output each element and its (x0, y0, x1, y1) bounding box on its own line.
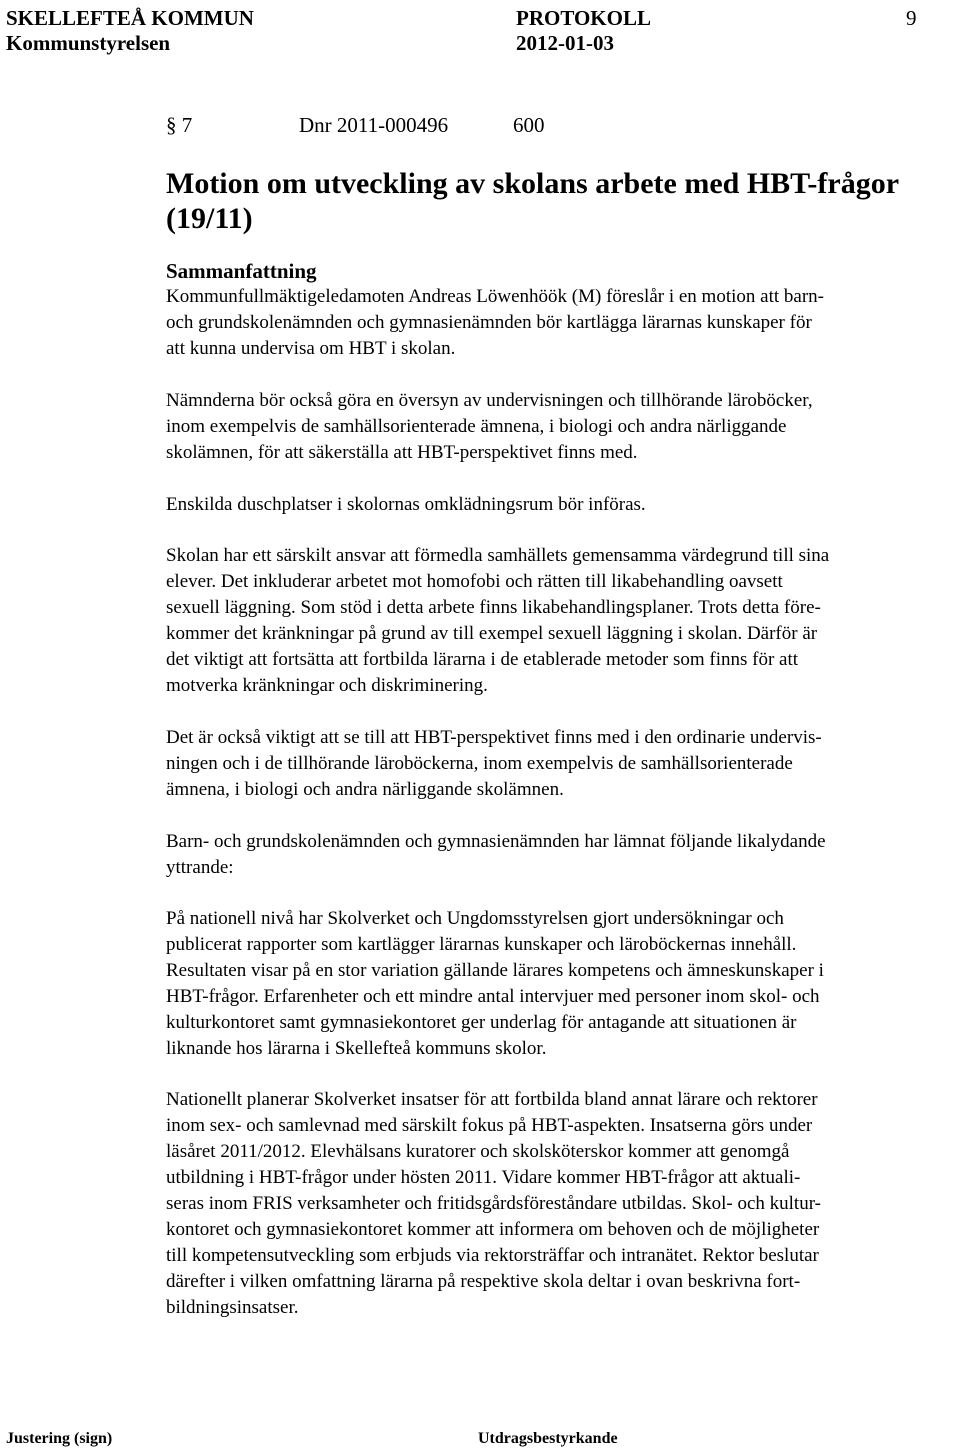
subheading: Sammanfattning (166, 259, 317, 283)
text-line: och grundskolenämnden och gymnasienämnden bör kartlägga lärarnas kunskaper för (166, 312, 812, 333)
committee-name: Kommunstyrelsen (6, 31, 171, 55)
paragraph (166, 543, 829, 699)
text-line: ningen och i de tillhörande läroböckerna, inom exempelvis de samhällsorienterade (166, 753, 793, 774)
paragraph (166, 829, 826, 881)
section-title: Motion om utveckling av skolans arbete med HBT-frågor (19/11) (166, 167, 899, 235)
paragraph (166, 388, 813, 466)
text-line: Det är också viktigt att se till att HBT-perspektivet finns med i den ordinarie undervis- (166, 727, 822, 748)
text-line: inom sex- och samlevnad med särskilt fokus på HBT-aspekten. Insatserna görs under (166, 1115, 813, 1136)
archive-code: 600 (513, 113, 545, 137)
text-line: sexuell läggning. Som stöd i detta arbete finns likabehandlingsplaner. Trots detta före- (166, 597, 821, 618)
footer-certification-label: Utdragsbestyrkande (478, 1430, 618, 1447)
text-line: det viktigt att fortsätta att fortbilda lärarna i de etablerade metoder som finns för att (166, 649, 799, 670)
text-line: kontoret och gymnasiekontoret kommer att informera om behoven och de möjligheter (166, 1219, 820, 1240)
text-line: motverka kränkningar och diskriminering. (166, 675, 488, 696)
text-line: skolämnen, för att säkerställa att HBT-perspektivet finns med. (166, 442, 638, 463)
text-line: Barn- och grundskolenämnden och gymnasienämnden har lämnat följande likalydande (166, 831, 826, 852)
paragraph (166, 906, 824, 1062)
paragraph (166, 492, 646, 518)
document-type: PROTOKOLL (516, 6, 651, 30)
text-line: bildningsinsatser. (166, 1297, 299, 1318)
text-line: ämnena, i biologi och andra närliggande skolämnen. (166, 779, 564, 800)
text-line: Kommunfullmäktigeledamoten Andreas Löwenhöök (M) föreslår i en motion att barn- (166, 286, 824, 307)
text-line: kulturkontoret samt gymnasiekontoret ger underlag för antagande att situationen är (166, 1012, 797, 1033)
text-line: därefter i vilken omfattning lärarna på respektive skola deltar i ovan beskrivna fort- (166, 1271, 801, 1292)
text-line: inom exempelvis de samhällsorienterade ämnena, i biologi och andra närliggande (166, 416, 787, 437)
paragraph (166, 725, 822, 803)
footer-signature-label: Justering (sign) (6, 1430, 113, 1447)
text-line: läsåret 2011/2012. Elevhälsans kuratorer och skolsköterskor kommer att genomgå (166, 1141, 790, 1162)
text-line: att kunna undervisa om HBT i skolan. (166, 338, 456, 359)
text-line: Skolan har ett särskilt ansvar att förmedla samhällets gemensamma värdegrund till sina (166, 545, 830, 566)
page-number: 9 (906, 6, 917, 30)
paragraph-number: § 7 (166, 113, 193, 137)
text-line: Enskilda duschplatser i skolornas omklädningsrum bör införas. (166, 494, 646, 515)
text-line: publicerat rapporter som kartlägger lärarnas kunskaper och läroböckernas innehåll. (166, 934, 797, 955)
text-line: utbildning i HBT-frågor under hösten 2011. Vidare kommer HBT-frågor att aktuali- (166, 1167, 801, 1188)
diary-number: Dnr 2011-000496 (299, 113, 449, 137)
text-line: HBT-frågor. Erfarenheter och ett mindre antal intervjuer med personer inom skol- och (166, 986, 820, 1007)
text-line: Nämnderna bör också göra en översyn av undervisningen och tillhörande läroböcker, (166, 390, 813, 411)
text-line: kommer det kränkningar på grund av till exempel sexuell läggning i skolan. Därför är (166, 623, 818, 644)
org-name: SKELLEFTEÅ KOMMUN (6, 6, 254, 30)
text-line: seras inom FRIS verksamheter och fritidsgårdsföreståndare utbildas. Skol- och kultur- (166, 1193, 821, 1214)
text-line: till kompetensutveckling som erbjuds via rektorsträffar och intranätet. Rektor beslutar (166, 1245, 819, 1266)
text-line: liknande hos lärarna i Skellefteå kommuns skolor. (166, 1038, 547, 1059)
meeting-date: 2012-01-03 (516, 31, 614, 55)
text-line: Resultaten visar på en stor variation gällande lärares kompetens och ämneskunskaper i (166, 960, 824, 981)
text-line: elever. Det inkluderar arbetet mot homofobi och rätten till likabehandling oavsett (166, 571, 783, 592)
text-line: På nationell nivå har Skolverket och Ungdomsstyrelsen gjort undersökningar och (166, 908, 784, 929)
paragraph (166, 284, 824, 362)
paragraph (166, 1087, 821, 1321)
text-line: Nationellt planerar Skolverket insatser för att fortbilda bland annat lärare och rektorer (166, 1089, 818, 1110)
text-line: yttrande: (166, 857, 234, 878)
